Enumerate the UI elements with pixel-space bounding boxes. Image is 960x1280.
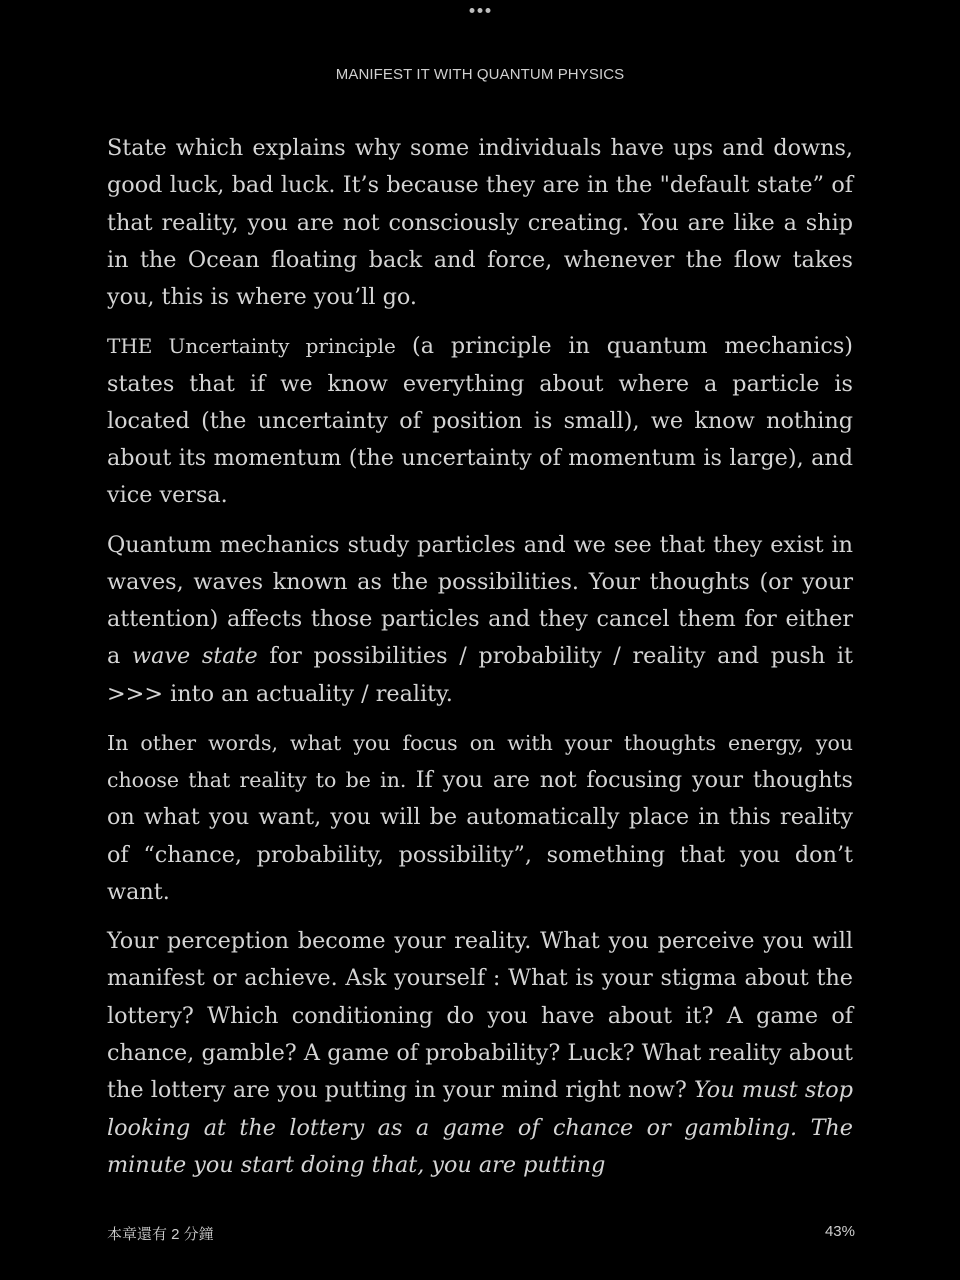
paragraph-text: State which explains why some individuals have ups and downs, good luck, bad luck. It’s because they are in the "default state” of that reality, you are not consciously creating. You are like a ship in the Ocean floating back and force, whenever the flow takes you, this is where you’ll go. [107,135,853,311]
paragraph [107,130,853,316]
paragraph-text: Your perception become your reality. What you perceive you will manifest or achieve. Ask yourself : What is your stigma about the lottery? Which conditioning do you have about it? A game of chance, gamble? A game of probability? Luck? What reality about the lottery are you putting in your mind right now? [107,928,853,1104]
paragraph-text: for possibilities / probability / reality and push it >>> into an actuality / reality. [107,643,853,707]
paragraph-text: In other words, what you focus on with your thoughts energy, you choose that reality to be in. [107,730,853,793]
paragraph [107,328,853,514]
italic-text: wave state [132,643,258,670]
chapter-time-remaining: 本章還有 2 分鐘 [107,1226,214,1243]
more-dot [486,8,491,13]
paragraph [107,527,853,713]
reading-page [107,130,853,1196]
paragraph-text: If you are not focusing your thoughts on what you want, you will be automatically place in this reality of “chance, probability, possibility”, something that you don’t want. [107,767,853,906]
italic-text: You must stop looking at the lottery as a game of chance or gambling. The minute you start doing that, you are putting [107,1077,854,1178]
paragraph-text: Quantum mechanics study particles and we see that they exist in waves, waves known as the possibilities. Your thoughts (or your attention) affects those particles and they cancel them for either a [107,531,853,670]
more-options-icon[interactable] [466,6,495,15]
paragraph-text: (a principle in quantum mechanics) states that if we know everything about where a particle is located (the uncertainty of position is small), we know nothing about its momentum (the uncertainty of momentum is large), and vice versa. [107,333,853,509]
book-title: MANIFEST IT WITH QUANTUM PHYSICS [335,66,625,83]
paragraph-text: THE Uncertainty principle [107,334,413,359]
more-dot [478,8,483,13]
reading-progress: 43% [824,1223,855,1240]
paragraph [107,923,853,1184]
more-dot [470,8,475,13]
paragraph [107,725,853,911]
